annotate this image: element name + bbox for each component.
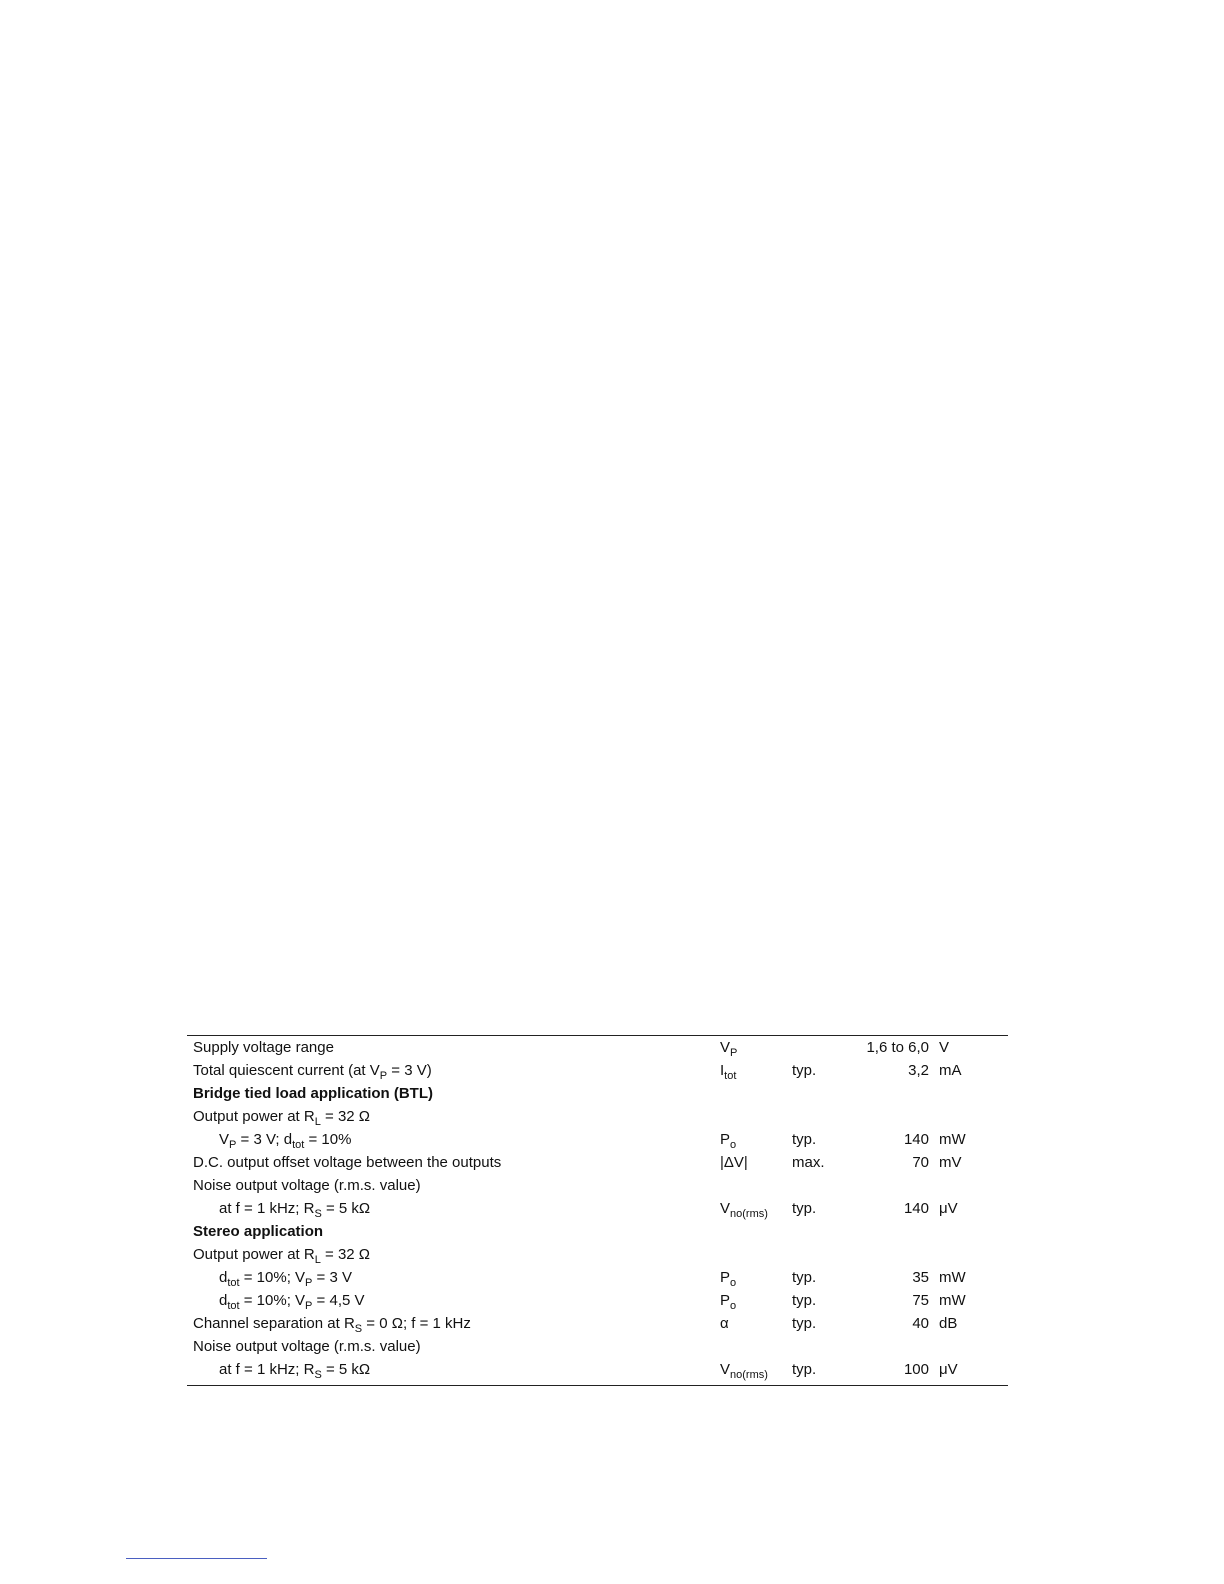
value: 100 (903, 1361, 929, 1378)
unit: μV (939, 1361, 958, 1378)
quick-reference-table (187, 1035, 1008, 1386)
parameter-condition: at f = 1 kHz; $R_S = 5$ kΩ (219, 1361, 371, 1381)
parameter-label: Total quiescent current (at $V_P = 3$ V) (193, 1062, 432, 1082)
qualifier: typ. (792, 1062, 817, 1079)
qualifier: max. (792, 1154, 825, 1171)
section-heading: Bridge tied load application (BTL) (193, 1085, 433, 1102)
value: 35 (912, 1269, 929, 1286)
value: 1,6 to 6,0 (866, 1039, 929, 1056)
table-row (187, 1060, 1008, 1083)
parameter-label: D.C. output offset voltage between the outputs (193, 1154, 502, 1171)
symbol: $P_o$ (720, 1292, 737, 1312)
parameter-label: Output power at $R_L = 32$ Ω (193, 1108, 371, 1128)
table-row (187, 1336, 1008, 1359)
parameter-label: Supply voltage range (193, 1039, 334, 1056)
table-row (187, 1290, 1008, 1313)
symbol: $I_{tot}$ (720, 1062, 737, 1082)
value: 75 (912, 1292, 929, 1309)
symbol: $V_P$ (720, 1039, 738, 1059)
table-row (187, 1244, 1008, 1267)
symbol: $V_{no(rms)}$ (720, 1200, 768, 1220)
table-row (187, 1313, 1008, 1336)
section-heading-row (187, 1083, 1008, 1106)
qualifier: typ. (792, 1361, 817, 1378)
qualifier: typ. (792, 1200, 817, 1217)
symbol: $P_o$ (720, 1269, 737, 1289)
qualifier: typ. (792, 1315, 817, 1332)
parameter-label: Noise output voltage (r.m.s. value) (193, 1177, 421, 1194)
section-heading-row (187, 1221, 1008, 1244)
parameter-condition: at f = 1 kHz; $R_S = 5$ kΩ (219, 1200, 371, 1220)
value: 140 (903, 1131, 929, 1148)
table-row (187, 1129, 1008, 1152)
footnote-separator (126, 1558, 267, 1559)
symbol: $P_o$ (720, 1131, 737, 1151)
symbol: α (720, 1315, 729, 1332)
value: 70 (912, 1154, 929, 1171)
parameter-label: Output power at $R_L = 32$ Ω (193, 1246, 371, 1266)
unit: mA (939, 1062, 962, 1079)
table-row (187, 1267, 1008, 1290)
parameter-condition: $d_{tot} = 10\%$; $V_P = 3$ V (219, 1269, 352, 1289)
parameter-condition: $d_{tot} = 10\%$; $V_P = 4,5$ V (219, 1292, 365, 1312)
symbol: $V_{no(rms)}$ (720, 1361, 768, 1381)
table-row (187, 1037, 1008, 1060)
unit: mW (939, 1269, 966, 1286)
table-row (187, 1198, 1008, 1221)
qualifier: typ. (792, 1269, 817, 1286)
unit: mW (939, 1131, 966, 1148)
parameter-label: Noise output voltage (r.m.s. value) (193, 1338, 421, 1355)
unit: dB (939, 1315, 958, 1332)
value: 140 (903, 1200, 929, 1217)
qualifier: typ. (792, 1131, 817, 1148)
unit: mW (939, 1292, 966, 1309)
value: 40 (912, 1315, 929, 1332)
table-row (187, 1175, 1008, 1198)
table-row (187, 1152, 1008, 1175)
unit: V (939, 1039, 950, 1056)
value: 3,2 (908, 1062, 929, 1079)
unit: μV (939, 1200, 958, 1217)
parameter-label: Channel separation at $R_S = 0$ Ω; f = 1 kHz (193, 1315, 471, 1335)
symbol: |ΔV| (720, 1154, 748, 1171)
unit: mV (939, 1154, 962, 1171)
parameter-condition: $V_P = 3$ V; $d_{tot} = 10\%$ (219, 1131, 352, 1151)
table-row (187, 1106, 1008, 1129)
table-row (187, 1359, 1008, 1382)
section-heading: Stereo application (193, 1223, 324, 1240)
qualifier: typ. (792, 1292, 817, 1309)
